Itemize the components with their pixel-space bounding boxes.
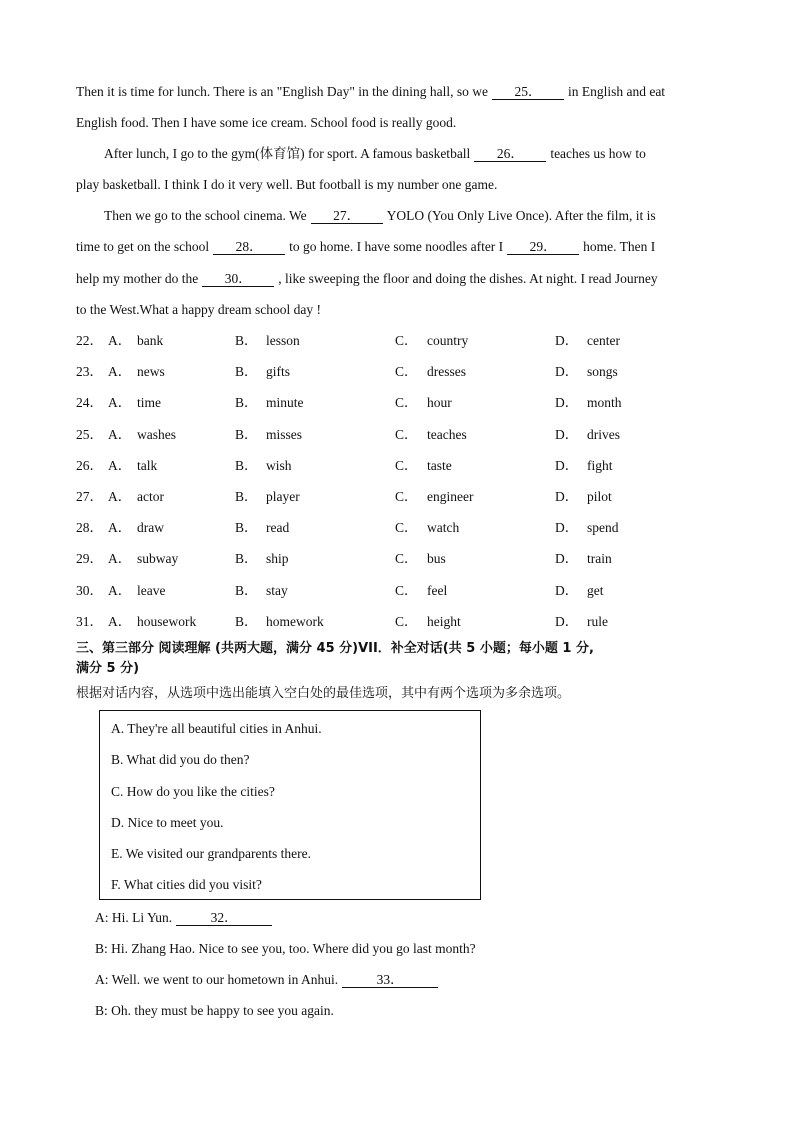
passage-line: [104, 207, 754, 225]
answer-blank-29[interactable]: 29．: [507, 239, 579, 255]
passage-text: time to get on the school: [76, 239, 210, 254]
question-number: 26．: [76, 458, 103, 473]
question-row: [76, 582, 726, 600]
option-label-d: D．: [555, 551, 579, 566]
option-label-a: A．: [108, 395, 132, 410]
option-b[interactable]: misses: [266, 427, 303, 442]
answer-blank-25[interactable]: 25．: [492, 84, 564, 100]
section-instruction: 根据对话内容，从选项中选出能填入空白处的最佳选项，其中有两个选项为多余选项。: [76, 686, 571, 701]
option-label-c: C．: [395, 364, 418, 379]
question-row: [76, 363, 726, 381]
option-a[interactable]: draw: [137, 520, 164, 535]
dialogue-line: B: Oh. they must be happy to see you again.: [95, 1003, 334, 1018]
dialogue-text: A: Hi. Li Yun.: [95, 910, 173, 925]
question-row: [76, 550, 726, 568]
question-number: 24．: [76, 395, 103, 410]
option-label-b: B．: [235, 364, 258, 379]
question-number: 25．: [76, 427, 103, 442]
question-number: 30．: [76, 583, 103, 598]
option-label-b: B．: [235, 520, 258, 535]
option-label-b: B．: [235, 395, 258, 410]
option-a[interactable]: actor: [137, 489, 164, 504]
option-label-c: C．: [395, 551, 418, 566]
option-label-a: A．: [108, 489, 132, 504]
option-label-c: C．: [395, 395, 418, 410]
question-number: 29．: [76, 551, 103, 566]
passage-line: English food. Then I have some ice cream. School food is really good.: [76, 115, 457, 130]
option-label-a: A．: [108, 458, 132, 473]
option-a[interactable]: bank: [137, 333, 164, 348]
passage-text: Then it is time for lunch. There is an "English Day" in the dining hall, so we: [76, 84, 488, 99]
option-d[interactable]: get: [587, 583, 604, 598]
option-d[interactable]: center: [587, 333, 620, 348]
option-label-d: D．: [555, 395, 579, 410]
option-d[interactable]: pilot: [587, 489, 612, 504]
option-label-d: D．: [555, 520, 579, 535]
option-d[interactable]: rule: [587, 614, 608, 629]
option-label-a: A．: [108, 583, 132, 598]
passage-text: help my mother do the: [76, 271, 199, 286]
option-a[interactable]: talk: [137, 458, 158, 473]
passage-text: to go home. I have some noodles after I: [289, 239, 504, 254]
choice-c: C. How do you like the cities?: [111, 784, 275, 799]
option-d[interactable]: drives: [587, 427, 620, 442]
option-a[interactable]: leave: [137, 583, 166, 598]
option-label-a: A．: [108, 364, 132, 379]
passage-text: home. Then I: [583, 239, 656, 254]
option-c[interactable]: taste: [427, 458, 452, 473]
answer-blank-32[interactable]: 32．: [176, 910, 272, 926]
option-label-c: C．: [395, 489, 418, 504]
option-label-b: B．: [235, 489, 258, 504]
option-c[interactable]: hour: [427, 395, 452, 410]
dialogue-text: A: Well. we went to our hometown in Anhui.: [95, 972, 339, 987]
option-label-c: C．: [395, 458, 418, 473]
section-heading-cont: 满分 5 分): [76, 661, 140, 676]
option-d[interactable]: songs: [587, 364, 618, 379]
answer-blank-27[interactable]: 27．: [311, 208, 383, 224]
question-number: 28．: [76, 520, 103, 535]
passage-line: play basketball. I think I do it very well. But football is my number one game.: [76, 177, 498, 192]
option-label-c: C．: [395, 520, 418, 535]
question-row: [76, 394, 726, 412]
passage-line: [76, 83, 726, 101]
question-number: 31．: [76, 614, 103, 629]
option-label-a: A．: [108, 333, 132, 348]
option-label-c: C．: [395, 583, 418, 598]
choice-a: A. They're all beautiful cities in Anhui.: [111, 721, 322, 736]
option-label-b: B．: [235, 427, 258, 442]
question-row: [76, 426, 726, 444]
option-label-b: B．: [235, 333, 258, 348]
option-c[interactable]: engineer: [427, 489, 474, 504]
dialogue-line: [95, 909, 276, 927]
option-b[interactable]: player: [266, 489, 300, 504]
option-c[interactable]: height: [427, 614, 461, 629]
choice-d: D. Nice to meet you.: [111, 815, 224, 830]
option-b[interactable]: lesson: [266, 333, 300, 348]
choice-f: F. What cities did you visit?: [111, 877, 262, 892]
passage-line: [76, 270, 726, 288]
choice-b: B. What did you do then?: [111, 752, 250, 767]
option-label-d: D．: [555, 583, 579, 598]
option-label-c: C．: [395, 614, 418, 629]
option-b[interactable]: homework: [266, 614, 324, 629]
option-b[interactable]: stay: [266, 583, 288, 598]
option-d[interactable]: fight: [587, 458, 613, 473]
option-b[interactable]: ship: [266, 551, 289, 566]
option-a[interactable]: time: [137, 395, 161, 410]
option-b[interactable]: gifts: [266, 364, 291, 379]
choice-e: E. We visited our grandparents there.: [111, 846, 311, 861]
option-d[interactable]: spend: [587, 520, 619, 535]
option-label-a: A．: [108, 427, 132, 442]
passage-line: [76, 238, 726, 256]
option-label-a: A．: [108, 520, 132, 535]
option-c[interactable]: teaches: [427, 427, 467, 442]
answer-blank-26[interactable]: 26．: [474, 146, 546, 162]
option-label-b: B．: [235, 551, 258, 566]
option-d[interactable]: train: [587, 551, 612, 566]
answer-blank-33[interactable]: 33．: [342, 972, 438, 988]
dialogue-line: B: Hi. Zhang Hao. Nice to see you, too. Where did you go last month?: [95, 941, 476, 956]
option-a[interactable]: washes: [137, 427, 176, 442]
option-label-d: D．: [555, 614, 579, 629]
option-label-b: B．: [235, 583, 258, 598]
question-row: [76, 519, 726, 537]
section-heading: 三、第三部分 阅读理解 (共两大题，满分 45 分)VII．补全对话(共 5 小题；每小题 1 分,: [76, 641, 594, 656]
option-label-d: D．: [555, 427, 579, 442]
question-row: [76, 332, 726, 350]
option-label-b: B．: [235, 614, 258, 629]
option-c[interactable]: country: [427, 333, 469, 348]
option-label-b: B．: [235, 458, 258, 473]
passage-text: YOLO (You Only Live Once). After the film, it is: [386, 208, 656, 223]
option-d[interactable]: month: [587, 395, 622, 410]
answer-blank-28[interactable]: 28．: [213, 239, 285, 255]
question-row: [76, 488, 726, 506]
option-a[interactable]: subway: [137, 551, 179, 566]
question-row: [76, 613, 726, 631]
option-label-a: A．: [108, 614, 132, 629]
option-a[interactable]: housework: [137, 614, 197, 629]
passage-text: teaches us how to: [550, 146, 646, 161]
option-b[interactable]: read: [266, 520, 290, 535]
dialogue-line: [95, 971, 442, 989]
question-number: 23．: [76, 364, 103, 379]
option-label-c: C．: [395, 427, 418, 442]
choices-box: [99, 710, 481, 900]
option-label-d: D．: [555, 364, 579, 379]
option-c[interactable]: watch: [427, 520, 460, 535]
passage-line: [104, 145, 754, 163]
passage-line: to the West.What a happy dream school day !: [76, 302, 321, 317]
option-c[interactable]: feel: [427, 583, 448, 598]
option-b[interactable]: minute: [266, 395, 304, 410]
option-c[interactable]: bus: [427, 551, 446, 566]
passage-text: Then we go to the school cinema. We: [104, 208, 307, 223]
answer-blank-30[interactable]: 30．: [202, 271, 274, 287]
question-number: 27．: [76, 489, 103, 504]
question-row: [76, 457, 726, 475]
option-b[interactable]: wish: [266, 458, 292, 473]
option-c[interactable]: dresses: [427, 364, 466, 379]
passage-text: , like sweeping the floor and doing the dishes. At night. I read Journey: [278, 271, 658, 286]
option-label-d: D．: [555, 489, 579, 504]
passage-text: After lunch, I go to the gym(体育馆) for sport. A famous basketball: [104, 146, 471, 161]
option-label-d: D．: [555, 333, 579, 348]
question-number: 22．: [76, 333, 103, 348]
option-label-c: C．: [395, 333, 418, 348]
option-label-a: A．: [108, 551, 132, 566]
option-a[interactable]: news: [137, 364, 165, 379]
passage-text: in English and eat: [567, 84, 666, 99]
option-label-d: D．: [555, 458, 579, 473]
